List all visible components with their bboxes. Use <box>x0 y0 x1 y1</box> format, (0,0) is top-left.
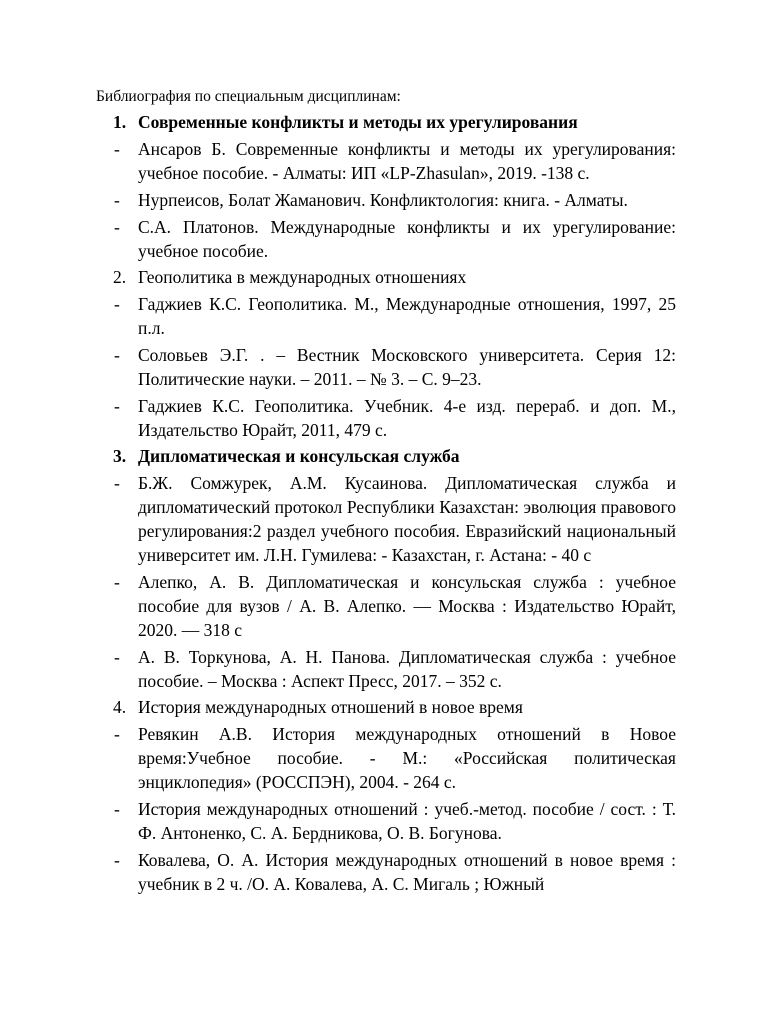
entry-text: Соловьев Э.Г. . – Вестник Московского университета. Серия 12: Политические науки. – 2011. – № 3. – С. 9–23. <box>138 345 676 389</box>
section-number: 1. <box>113 112 127 132</box>
bibliography-entry <box>0 137 676 185</box>
bibliography-entry <box>0 570 676 642</box>
bibliography-entry <box>0 645 676 693</box>
section-title: Геополитика в международных отношениях <box>138 267 467 287</box>
section-heading <box>0 695 678 719</box>
bibliography-entry <box>0 292 676 340</box>
section-heading <box>0 265 678 289</box>
entry-text: Ковалева, О. А. История международных отношений в новое время : учебник в 2 ч. /О. А. Ковалева, А. С. Мигаль ; Южный <box>138 850 676 894</box>
bibliography-body <box>0 110 768 896</box>
bibliography-entry <box>0 343 676 391</box>
bibliography-entry <box>0 797 676 845</box>
section-3 <box>0 444 768 693</box>
entry-text: Б.Ж. Сомжурек, А.М. Кусаинова. Дипломатическая служба и дипломатический протокол Республики Казахстан: эволюция правового регулирования:2 раздел учебного пособия. Евразийский национальный университет им. Л.Н. Гумилева: - Казахстан, г. Астана: - 40 с <box>138 473 676 565</box>
section-1 <box>0 110 768 263</box>
section-2 <box>0 265 768 442</box>
bibliography-entry <box>0 394 676 442</box>
bullet-dash: - <box>114 724 120 744</box>
entry-text: А. В. Торкунова, А. Н. Панова. Дипломатическая служба : учебное пособие. – Москва : Аспект Пресс, 2017. – 352 с. <box>138 647 676 691</box>
entry-text: Алепко, А. В. Дипломатическая и консульская служба : учебное пособие для вузов / А. В. Алепко. — Москва : Издательство Юрайт, 2020. — 318 с <box>138 572 676 640</box>
bullet-dash: - <box>114 139 120 159</box>
entry-text: История международных отношений : учеб.-метод. пособие / сост. : Т. Ф. Антоненко, С. А. Бердникова, О. В. Богунова. <box>138 799 676 843</box>
section-heading <box>0 110 678 134</box>
section-title: Дипломатическая и консульская служба <box>138 446 460 466</box>
entry-text: С.А. Платонов. Международные конфликты и их урегулирование: учебное пособие. <box>138 217 676 261</box>
bibliography-entry <box>0 215 676 263</box>
bullet-dash: - <box>114 294 120 314</box>
bibliography-entry <box>0 848 676 896</box>
entry-text: Нурпеисов, Болат Жаманович. Конфликтология: книга. - Алматы. <box>138 190 628 210</box>
section-number: 2. <box>113 267 127 287</box>
entry-text: Ревякин А.В. История международных отношений в Новое время:Учебное пособие. - М.: «Российская политическая энциклопедия» (РОССПЭН), 2004. - 264 с. <box>138 724 676 792</box>
bullet-dash: - <box>114 850 120 870</box>
bullet-dash: - <box>114 572 120 592</box>
section-heading <box>0 444 678 468</box>
bullet-dash: - <box>114 799 120 819</box>
bullet-dash: - <box>114 647 120 667</box>
section-title: История международных отношений в новое время <box>138 697 523 717</box>
bullet-dash: - <box>114 473 120 493</box>
section-4 <box>0 695 768 896</box>
entry-text: Гаджиев К.С. Геополитика. Учебник. 4-е изд. перераб. и доп. М., Издательство Юрайт, 2011, 479 с. <box>138 396 676 440</box>
section-title: Современные конфликты и методы их урегулирования <box>138 112 578 132</box>
section-number: 4. <box>113 697 127 717</box>
bibliography-entry <box>0 471 676 567</box>
bullet-dash: - <box>114 217 120 237</box>
bullet-dash: - <box>114 396 120 416</box>
section-number: 3. <box>113 446 127 466</box>
bibliography-entry <box>0 722 676 794</box>
entry-text: Гаджиев К.С. Геополитика. М., Международные отношения, 1997, 25 п.л. <box>138 294 676 338</box>
document-title: Библиография по специальным дисциплинам: <box>96 88 401 105</box>
entry-text: Ансаров Б. Современные конфликты и методы их урегулирования: учебное пособие. - Алматы: ИП «LP-Zhasulan», 2019. -138 с. <box>138 139 676 183</box>
bullet-dash: - <box>114 345 120 365</box>
bibliography-entry <box>0 188 676 212</box>
bullet-dash: - <box>114 190 120 210</box>
